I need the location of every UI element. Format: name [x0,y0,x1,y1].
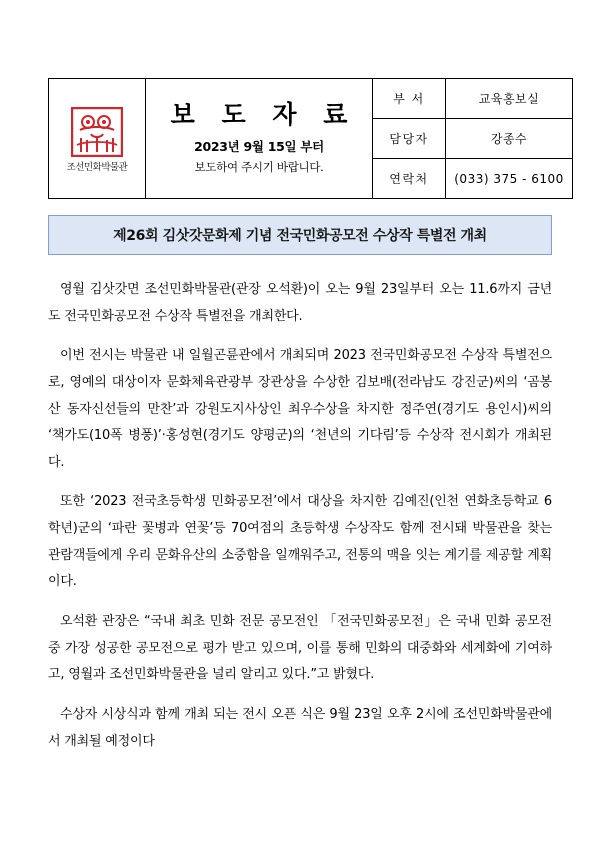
embargo-date: 2023년 9월 15일 부터 [194,139,324,155]
paragraph: 수상자 시상식과 함께 개최 되는 전시 오픈 식은 9월 23일 오후 2시에 조선민화박물관에서 개최될 예정이다 [48,706,552,749]
paragraph: 이번 전시는 박물관 내 일월곤륜관에서 개최되며 2023 전국민화공모전 수상작 특별전으로, 영예의 대상이자 문화체육관광부 장관상을 수상한 김보배(전라남도 강진군)씨의 ‘곰봉산 동자신선들의 만찬’과 강원도지사상인 최우수상을 차지한 정주연(경기도 용인시)씨의 ‘책가도(10폭 병풍)’·홍성현(경기도 양평군)의 ‘천년의 기다림’등 수상작 전시회가 개최된다. [48,348,552,470]
press-release-header-table [48,78,573,199]
headline-banner: 제26회 김삿갓문화제 기념 전국민화공모전 수상작 특별전 개최 [48,215,552,255]
paragraph: 영월 김삿갓면 조선민화박물관(관장 오석환)이 오는 9월 23일부터 오는 11.6까지 금년도 전국민화공모전 수상작 특별전을 개최한다. [48,282,552,324]
paragraph: 오석환 관장은 “국내 최초 민화 전문 공모전인 「전국민화공모전」은 국내 민화 공모전 중 가장 성공한 공모전으로 평가 받고 있으며, 이를 통해 민화의 대중화와 세계화에 기여하고, 영월과 조선민화박물관을 널리 알리고 있다.”고 밝혔다. [48,614,552,683]
paragraph: 또한 ‘2023 전국초등학생 민화공모전’에서 대상을 차지한 김예진(인천 연화초등학교 6학년)군의 ‘파란 꽃병과 연꽃’등 70여점의 초등학생 수상작도 함께 전시돼 박물관을 찾는 관람객들에게 우리 문화유산의 소중함을 일깨워주고, 전통의 맥을 잇는 계기를 제공할 계획이다. [48,494,552,590]
release-note: 보도하여 주시기 바랍니다. [194,159,324,174]
organization-name: 조선민화박물관 [66,161,128,173]
field-value-contact-person: 강종수 [446,119,573,159]
article-body [48,277,552,755]
field-label-department: 부 서 [373,79,446,119]
organization-logo-cell [49,79,146,199]
document-title: 보 도 자 료 [170,100,357,130]
minhwa-tiger-seal-icon [71,107,123,157]
field-value-department: 교육홍보실 [446,79,573,119]
document-title-cell [146,79,373,199]
field-value-phone: (033) 375 - 6100 [446,159,573,199]
field-label-contact-person: 담당자 [373,119,446,159]
field-label-phone: 연락처 [373,159,446,199]
